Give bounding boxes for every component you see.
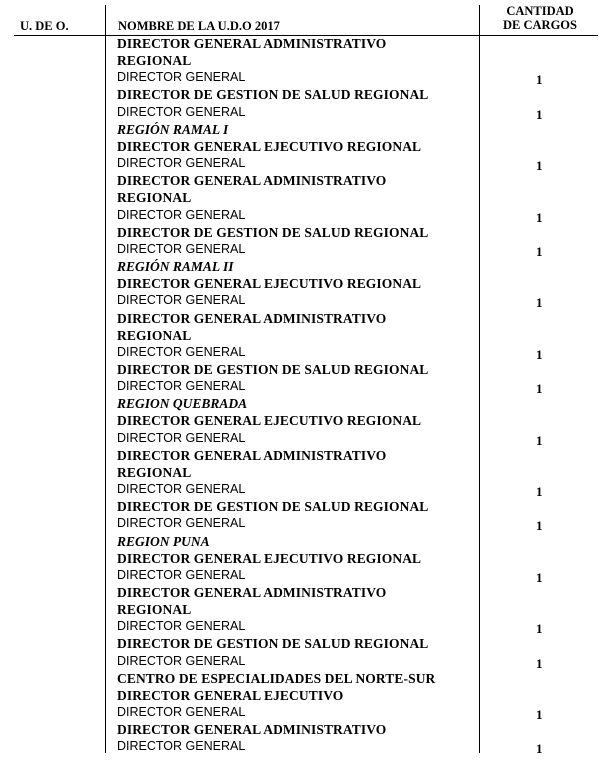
table-row: [117, 567, 597, 584]
table-row: [117, 601, 597, 618]
table-row: [117, 515, 597, 532]
table-row: [117, 618, 597, 635]
unit-name: DIRECTOR GENERAL ADMINISTRATIVO: [117, 173, 387, 189]
unit-name: DIRECTOR DE GESTION DE SALUD REGIONAL: [117, 87, 429, 103]
cargo-quantity: 1: [536, 569, 543, 585]
table-row: [117, 447, 597, 464]
column-header-nombre: NOMBRE DE LA U.D.O 2017: [118, 19, 280, 33]
unit-name: DIRECTOR DE GESTION DE SALUD REGIONAL: [117, 361, 429, 377]
position-name: DIRECTOR GENERAL: [117, 516, 246, 531]
unit-name: DIRECTOR GENERAL ADMINISTRATIVO: [117, 36, 387, 51]
table-row: [117, 207, 597, 224]
table-row: [117, 224, 597, 241]
table-row: [117, 481, 597, 498]
position-name: DIRECTOR GENERAL: [117, 482, 246, 497]
table-row: [117, 533, 597, 550]
position-name: DIRECTOR GENERAL: [117, 207, 246, 222]
column-header-cantidad-line1: CANTIDAD: [506, 4, 574, 18]
unit-name: DIRECTOR GENERAL EJECUTIVO REGIONAL: [117, 276, 422, 292]
table-body: [117, 35, 597, 756]
table-row: [117, 310, 597, 327]
table-row: [117, 550, 597, 567]
region-name: REGION PUNA: [117, 533, 210, 549]
position-name: DIRECTOR GENERAL: [117, 653, 246, 668]
cargo-quantity: 1: [536, 741, 543, 757]
unit-name: DIRECTOR DE GESTION DE SALUD REGIONAL: [117, 636, 429, 652]
table-row: [117, 361, 597, 378]
unit-name: REGIONAL: [117, 602, 192, 618]
unit-name: DIRECTOR GENERAL EJECUTIVO REGIONAL: [117, 413, 422, 429]
table-row: [117, 327, 597, 344]
table-row: [117, 275, 597, 292]
table-row: [117, 121, 597, 138]
unit-name: REGIONAL: [117, 464, 192, 480]
cargo-quantity: 1: [536, 655, 543, 671]
table-row: [117, 670, 597, 687]
unit-name: DIRECTOR GENERAL EJECUTIVO REGIONAL: [117, 138, 422, 154]
unit-name: REGIONAL: [117, 190, 192, 206]
table-row: [117, 344, 597, 361]
position-name: DIRECTOR GENERAL: [117, 241, 246, 256]
unit-name: DIRECTOR DE GESTION DE SALUD REGIONAL: [117, 499, 429, 515]
unit-name: DIRECTOR GENERAL EJECUTIVO: [117, 687, 344, 703]
unit-name: DIRECTOR DE GESTION DE SALUD REGIONAL: [117, 224, 429, 240]
cargo-quantity: 1: [536, 106, 543, 122]
cargo-quantity: 1: [536, 158, 543, 174]
cargo-quantity: 1: [536, 518, 543, 534]
region-name: REGIÓN RAMAL I: [117, 121, 229, 137]
position-name: DIRECTOR GENERAL: [117, 293, 246, 308]
cargo-quantity: 1: [536, 209, 543, 225]
cargo-quantity: 1: [536, 346, 543, 362]
table-row: [117, 704, 597, 721]
column-header-udeo: U. DE O.: [20, 19, 69, 33]
table-row: [117, 155, 597, 172]
table-row: [117, 395, 597, 412]
table-row: [117, 86, 597, 103]
position-name: DIRECTOR GENERAL: [117, 70, 246, 85]
position-name: DIRECTOR GENERAL: [117, 705, 246, 720]
table-row: [117, 52, 597, 69]
cargo-quantity: 1: [536, 381, 543, 397]
column-divider-left: [105, 5, 106, 753]
table-row: [117, 464, 597, 481]
position-name: DIRECTOR GENERAL: [117, 379, 246, 394]
cargo-quantity: 1: [536, 484, 543, 500]
position-name: DIRECTOR GENERAL: [117, 430, 246, 445]
table-row: [117, 430, 597, 447]
region-name: REGION QUEBRADA: [117, 396, 248, 412]
table-row: [117, 721, 597, 738]
unit-name: DIRECTOR GENERAL ADMINISTRATIVO: [117, 310, 387, 326]
table-row: [117, 584, 597, 601]
cargo-quantity: 1: [536, 72, 543, 88]
table-row: [117, 292, 597, 309]
table-row: [117, 69, 597, 86]
table-row: [117, 189, 597, 206]
region-name: REGIÓN RAMAL II: [117, 259, 234, 275]
table-row: [117, 498, 597, 515]
position-name: DIRECTOR GENERAL: [117, 104, 246, 119]
cargo-quantity: 1: [536, 243, 543, 259]
table-row: [117, 138, 597, 155]
position-name: DIRECTOR GENERAL: [117, 567, 246, 582]
position-name: DIRECTOR GENERAL: [117, 344, 246, 359]
unit-name: CENTRO DE ESPECIALIDADES DEL NORTE-SUR: [117, 670, 436, 686]
table-row: [117, 653, 597, 670]
table-row: [117, 412, 597, 429]
table-row: [117, 378, 597, 395]
table-row: [117, 104, 597, 121]
column-header-cantidad-line2: DE CARGOS: [503, 18, 577, 32]
table-row: [117, 687, 597, 704]
table-row: [117, 738, 597, 755]
table-row: [117, 241, 597, 258]
column-header-cantidad: [488, 4, 592, 32]
table-row: [117, 635, 597, 652]
table-row: [117, 258, 597, 275]
position-name: DIRECTOR GENERAL: [117, 739, 246, 754]
unit-name: DIRECTOR GENERAL ADMINISTRATIVO: [117, 722, 387, 738]
unit-name: DIRECTOR GENERAL EJECUTIVO REGIONAL: [117, 550, 422, 566]
cargo-quantity: 1: [536, 707, 543, 723]
unit-name: DIRECTOR GENERAL ADMINISTRATIVO: [117, 447, 387, 463]
position-name: DIRECTOR GENERAL: [117, 156, 246, 171]
cargo-quantity: 1: [536, 432, 543, 448]
cargo-quantity: 1: [536, 295, 543, 311]
unit-name: REGIONAL: [117, 53, 192, 69]
cargo-quantity: 1: [536, 621, 543, 637]
position-name: DIRECTOR GENERAL: [117, 619, 246, 634]
unit-name: REGIONAL: [117, 327, 192, 343]
unit-name: DIRECTOR GENERAL ADMINISTRATIVO: [117, 585, 387, 600]
table-row: [117, 172, 597, 189]
table-row: [117, 35, 597, 52]
